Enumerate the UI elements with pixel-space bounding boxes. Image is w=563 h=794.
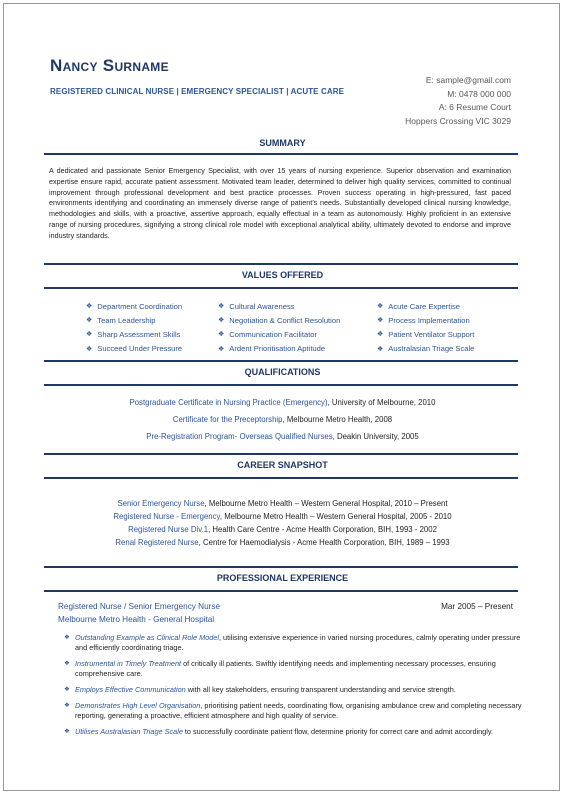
diamond-bullet-icon: ❖ (377, 345, 384, 353)
diamond-bullet-icon: ❖ (218, 303, 225, 311)
diamond-bullet-icon: ❖ (218, 317, 225, 325)
resume-page (3, 3, 560, 791)
experience-organisation: Melbourne Metro Health - General Hospital (58, 615, 215, 624)
career-item: Registered Nurse - Emergency, Melbourne Metro Health – Western General Hospital, 2005 - 2010 (113, 512, 452, 521)
career-item: Senior Emergency Nurse, Melbourne Metro Health – Western General Hospital, 2010 – Present (117, 499, 448, 508)
value-item: ❖ Process Implementation (377, 315, 470, 325)
career-divider (44, 477, 518, 479)
diamond-bullet-icon: ❖ (64, 701, 70, 709)
value-item: ❖ Negotiation & Conflict Resolution (218, 315, 341, 325)
qualifications-divider (44, 384, 518, 386)
diamond-bullet-icon: ❖ (64, 634, 70, 641)
qualification-item: Postgraduate Certificate in Nursing Practice (Emergency), University of Melbourne, 2010 (129, 398, 436, 407)
career-item: Renal Registered Nurse, Centre for Haemodialysis - Acme Health Corporation, BIH, 1989 – 1993 (115, 538, 450, 547)
diamond-bullet-icon: ❖ (377, 317, 384, 325)
contact-mobile: M: 0478 000 000 (447, 88, 511, 99)
value-item: ❖ Team Leadership (86, 315, 156, 325)
value-item: ❖ Acute Care Expertise (377, 301, 461, 311)
values-divider (44, 287, 518, 289)
summary-heading: SUMMARY (259, 138, 306, 148)
diamond-bullet-icon: ❖ (86, 331, 93, 339)
summary-paragraph: A dedicated and passionate Senior Emergency Specialist, with over 15 years of nursing experience. Superior observation and examination expertise ensure rapid, accurate patient assessment. Motivated team leader, determined to deliver high quality services, committed to continual improvement through professional development and best practice processes. Proven success operating in high-pressured, fast paced environments identifying and coordinating an immensely diverse range of patient’s needs. Substantially developed clinical nursing knowledge, methodologies and skills, with a proactive, assertive approach, equally effectual in a team as autonomously. Highly proficient in an extensive range of nursing procedures, signifying a strong clinical role model with exceptional analytical ability, ultimately devoted to endorse and improve industry standards. (49, 166, 511, 240)
experience-bullet: ❖ Utilises Australasian Triage Scale to successfully coordinate patient flow, determine priority for correct care and admit accordingly. (64, 726, 493, 736)
value-item: ❖ Succeed Under Pressure (86, 344, 183, 354)
contact-block (405, 74, 511, 128)
contact-suburb: Hoppers Crossing VIC 3029 (405, 115, 511, 126)
experience-bullet: ❖ Employs Effective Communication with all key stakeholders, ensuring transparent understanding and service strength. (64, 685, 456, 694)
candidate-name (50, 56, 169, 76)
career-heading: CAREER SNAPSHOT (237, 460, 328, 470)
value-item: ❖ Cultural Awareness (218, 301, 295, 311)
experience-heading: PROFESSIONAL EXPERIENCE (216, 573, 349, 583)
diamond-bullet-icon: ❖ (64, 660, 70, 667)
values-divider-top (44, 263, 518, 265)
value-item: ❖ Communication Facilitator (218, 329, 318, 339)
values-column-3 (377, 299, 474, 356)
qualifications-heading: QUALIFICATIONS (244, 367, 321, 377)
qualifications-divider-top (44, 360, 518, 362)
candidate-name-text: Nancy Surname (50, 56, 169, 75)
contact-email: E: sample@gmail.com (425, 75, 511, 85)
experience-divider (44, 590, 518, 592)
experience-dates: Mar 2005 – Present (441, 602, 513, 611)
values-heading: VALUES OFFERED (241, 270, 324, 280)
experience-bullet: ❖ Instrumental in Timely Treatment of critically ill patients. Swiftly identifying needs and implementing necessary processes, ensuring comprehensive care. (64, 659, 496, 679)
career-divider-top (44, 453, 518, 455)
contact-address: A: 6 Resume Court (438, 102, 511, 112)
value-item: ❖ Ardent Prioritisation Aptitude (218, 344, 326, 354)
values-column-2 (218, 299, 340, 356)
diamond-bullet-icon: ❖ (64, 727, 70, 735)
diamond-bullet-icon: ❖ (86, 345, 93, 353)
diamond-bullet-icon: ❖ (377, 331, 384, 339)
value-item: ❖ Australasian Triage Scale (377, 344, 475, 354)
qualification-item: Pre-Registration Program- Overseas Qualified Nurses, Deakin University, 2005 (146, 432, 419, 441)
diamond-bullet-icon: ❖ (377, 303, 384, 311)
values-column-1 (86, 299, 182, 356)
experience-bullet: ❖ Outstanding Example as Clinical Role Model, utilising extensive experience in varied nursing procedures, calmly operating under pressure and efficiently coordinating triage. (64, 633, 521, 653)
diamond-bullet-icon: ❖ (218, 345, 225, 353)
experience-role: Registered Nurse / Senior Emergency Nurse (58, 602, 220, 611)
experience-bullets (64, 633, 526, 742)
value-item: ❖ Sharp Assessment Skills (86, 329, 181, 339)
value-item: ❖ Department Coordination (86, 301, 183, 311)
value-item: ❖ Patient Ventilator Support (377, 329, 475, 339)
diamond-bullet-icon: ❖ (86, 303, 93, 311)
experience-bullet: ❖ Demonstrates High Level Organisation, prioritising patient needs, coordinating flow, organising ambulance crew and completing necessary reporting, generating a proactive, efficient atmosphere and high quality of service. (64, 700, 522, 720)
tagline: REGISTERED CLINICAL NURSE | EMERGENCY SPECIALIST | ACUTE CARE (50, 87, 345, 96)
summary-divider (44, 153, 518, 155)
diamond-bullet-icon: ❖ (86, 317, 93, 325)
qualification-item: Certificate for the Preceptorship, Melbourne Metro Health, 2008 (172, 415, 393, 424)
diamond-bullet-icon: ❖ (218, 331, 225, 339)
diamond-bullet-icon: ❖ (64, 686, 70, 693)
experience-divider-top (44, 566, 518, 568)
career-item: Registered Nurse Div.1, Health Care Centre - Acme Health Corporation, BIH, 1993 - 2002 (128, 525, 437, 534)
